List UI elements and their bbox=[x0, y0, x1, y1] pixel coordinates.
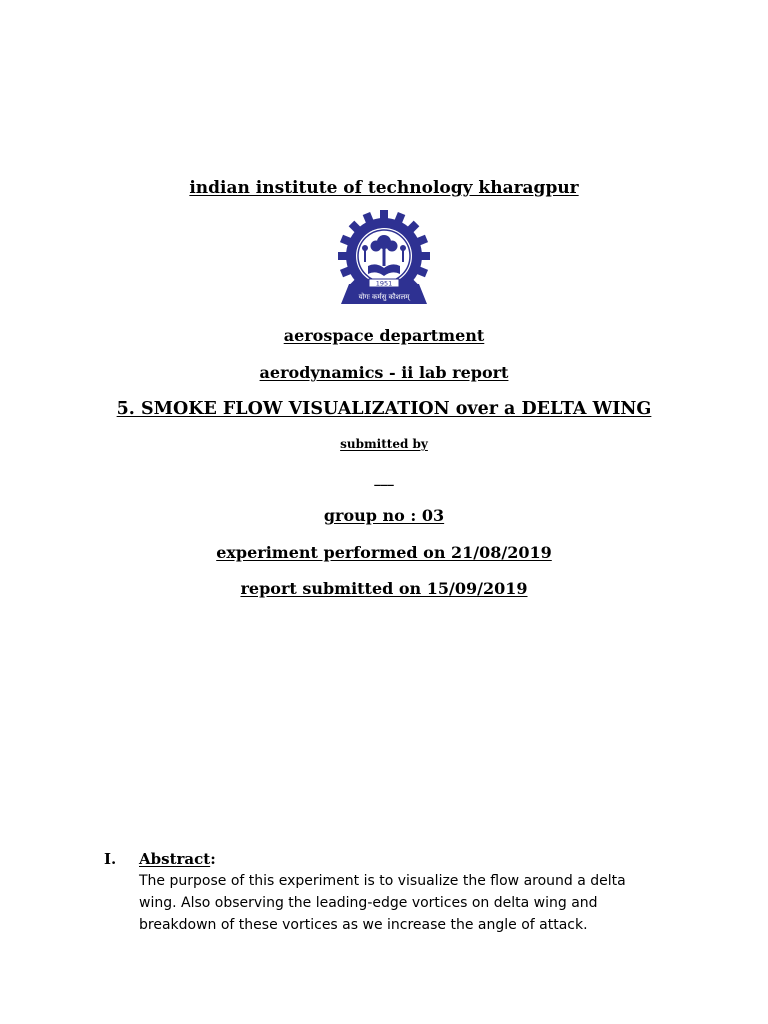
iit-kharagpur-emblem-icon bbox=[335, 208, 433, 312]
abstract-line: The purpose of this experiment is to visualize the flow around a delta bbox=[139, 873, 626, 889]
abstract-line: breakdown of these vortices as we increase the angle of attack. bbox=[139, 917, 588, 933]
abstract-line: wing. Also observing the leading-edge vortices on delta wing and bbox=[139, 895, 598, 911]
logo-year-text: 1951 bbox=[375, 279, 393, 288]
submitted-by-names: ___ bbox=[374, 472, 394, 487]
abstract-heading-text: Abstract bbox=[139, 850, 211, 868]
section-number: I. bbox=[104, 850, 117, 868]
abstract-body bbox=[139, 870, 699, 936]
report-type: aerodynamics - ii lab report bbox=[259, 363, 509, 382]
abstract-heading-colon: : bbox=[210, 850, 216, 868]
institute-name: indian institute of technology kharagpur bbox=[189, 178, 579, 198]
submission-date: report submitted on 15/09/2019 bbox=[240, 579, 528, 598]
department-name: aerospace department bbox=[283, 326, 485, 345]
submitted-by-label: submitted by bbox=[340, 437, 428, 451]
experiment-date: experiment performed on 21/08/2019 bbox=[216, 543, 552, 562]
group-number: group no : 03 bbox=[323, 506, 445, 525]
experiment-title: 5. SMOKE FLOW VISUALIZATION over a DELTA WING bbox=[116, 399, 652, 419]
logo-motto-text: योगः कर्मसु कौशलम् bbox=[358, 293, 410, 301]
abstract-heading bbox=[139, 850, 216, 868]
